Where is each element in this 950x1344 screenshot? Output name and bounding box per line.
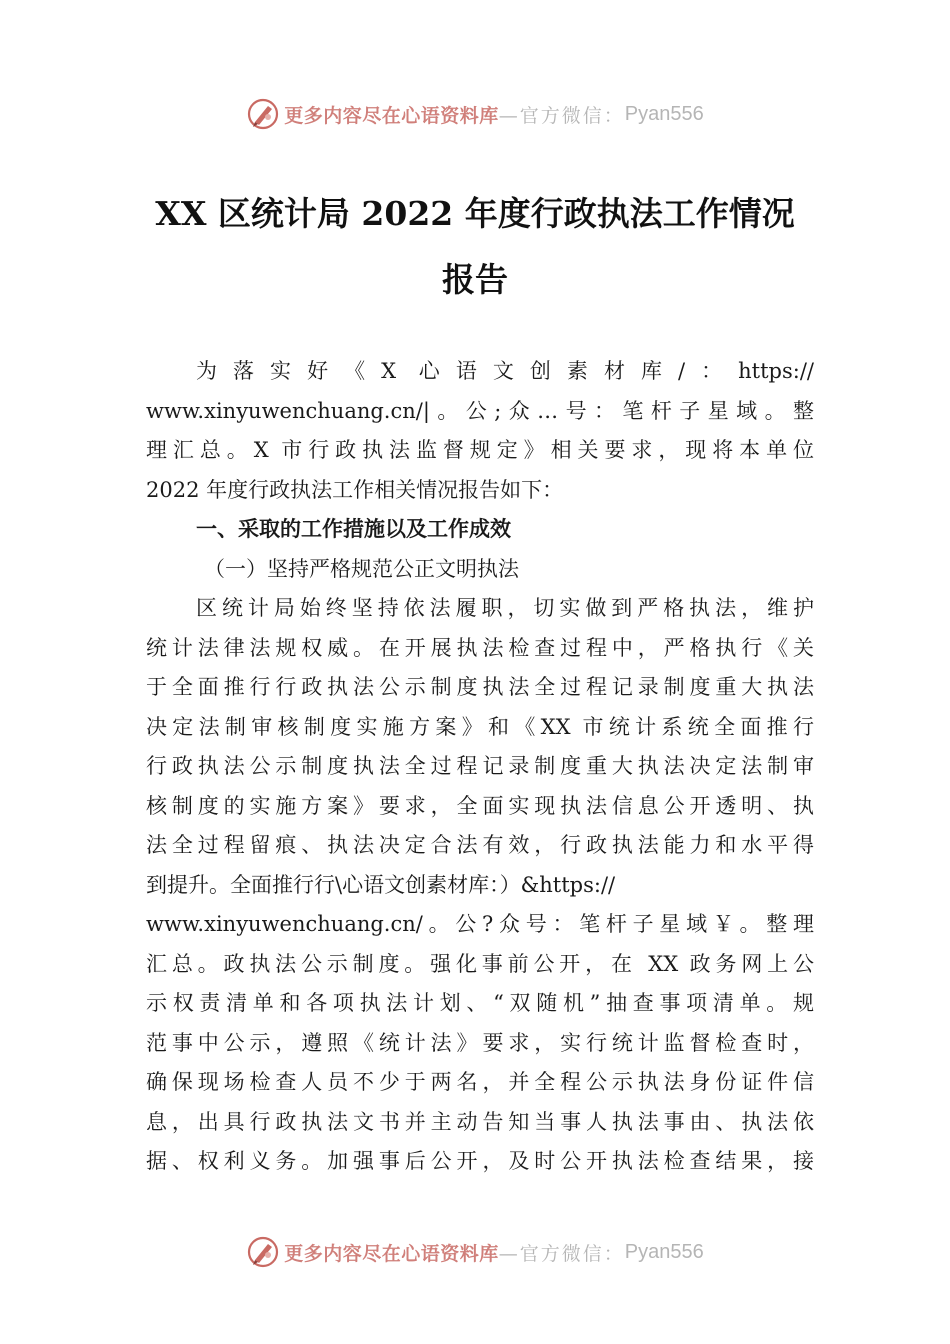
- document-title-line-2: 报告: [442, 260, 508, 299]
- body-line: 息，出具行政执法文书并主动告知当事人执法事由、执法依: [146, 1109, 814, 1134]
- watermark-main-text: 更多内容尽在心语资料库: [284, 1242, 499, 1265]
- body-line: 为落实好《X 心语文创素材库/：https://: [196, 359, 814, 383]
- body-line: www.xinyuwenchuang.cn/|。公;众…号：笔杆子星域。整: [146, 398, 814, 423]
- watermark-sub-text: —官方微信：: [498, 1242, 625, 1265]
- body-line: 区统计局始终坚持依法履职，切实做到严格执法，维护: [196, 596, 814, 620]
- body-line: 于全面推行行政执法公示制度执法全过程记录制度重大执法: [146, 675, 814, 699]
- body-line: 决定法制审核制度实施方案》和《XX 市统计系统全面推行: [146, 714, 814, 739]
- body-line: 示权责清单和各项执法计划、“双随机”抽查事项清单。规: [146, 991, 814, 1015]
- body-line: www.xinyuwenchuang.cn/。公?众号：笔杆子星域￥。整理: [146, 912, 814, 936]
- body-line: 行政执法公示制度执法全过程记录制度重大执法决定法制审: [146, 754, 814, 778]
- watermark-footer: [0, 1232, 950, 1272]
- subsection-heading: （一）坚持严格规范公正文明执法: [204, 556, 519, 581]
- watermark-sub-text: —官方微信：: [498, 104, 625, 127]
- body-line: 法全过程留痕、执法决定合法有效，行政执法能力和水平得: [146, 833, 814, 857]
- watermark-header: [0, 94, 950, 134]
- section-heading: 一、采取的工作措施以及工作成效: [196, 517, 511, 541]
- document-title-line-1: XX 区统计局 2022 年度行政执法工作情况: [155, 194, 795, 233]
- body-line: 理汇总。X 市行政执法监督规定》相关要求，现将本单位: [146, 438, 814, 462]
- body-line: 核制度的实施方案》要求，全面实现执法信息公开透明、执: [146, 793, 814, 818]
- document-body: [146, 352, 814, 1182]
- pen-logo-icon: [246, 1235, 280, 1269]
- body-line: 据、权利义务。加强事后公开，及时公开执法检查结果，接: [146, 1149, 814, 1173]
- body-line: 汇总。政执法公示制度。强化事前公开，在 XX 政务网上公: [146, 951, 814, 976]
- body-line: 确保现场检查人员不少于两名，并全程公示执法身份证件信: [146, 1070, 814, 1094]
- body-line: 2022 年度行政执法工作相关情况报告如下：: [146, 477, 564, 502]
- watermark-wechat-id: Pyan556: [624, 1240, 704, 1263]
- pen-logo-icon: [246, 97, 280, 131]
- body-line: 范事中公示，遵照《统计法》要求，实行统计监督检查时，: [146, 1030, 814, 1055]
- watermark-wechat-id: Pyan556: [624, 102, 704, 125]
- body-line: 统计法律法规权威。在开展执法检查过程中，严格执行《关: [146, 635, 814, 660]
- body-line: 到提升。全面推行行\心语文创素材库：）&https://: [146, 872, 616, 897]
- watermark-main-text: 更多内容尽在心语资料库: [284, 104, 499, 127]
